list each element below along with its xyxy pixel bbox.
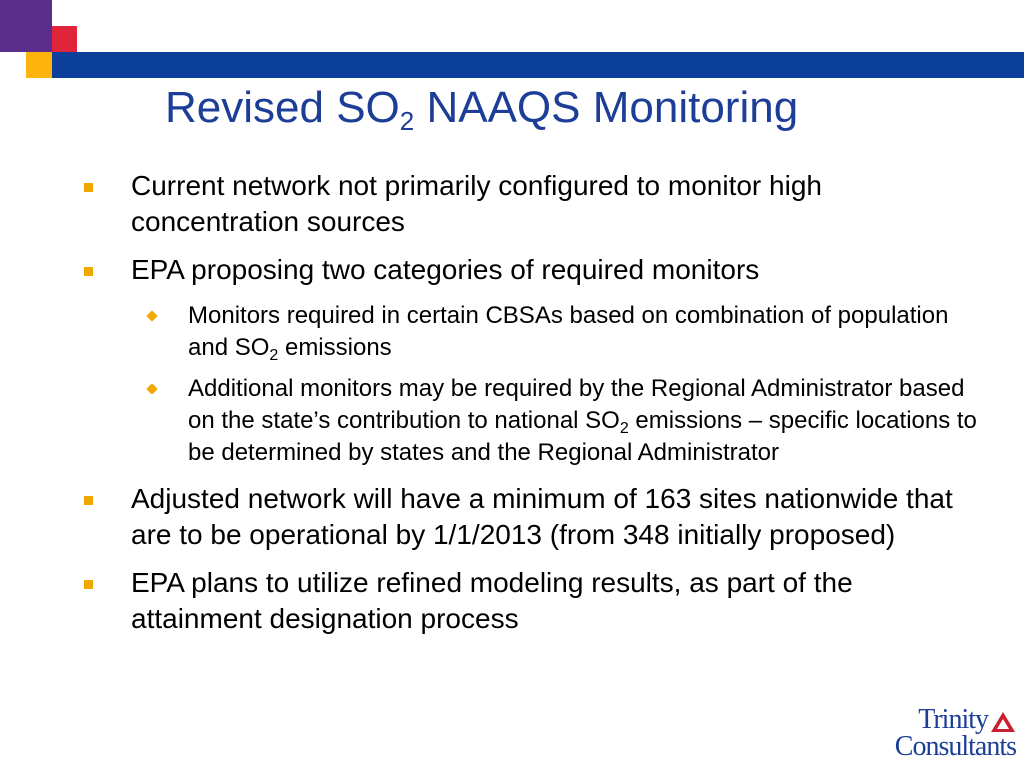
triangle-logo-icon [990,711,1016,733]
bullet-text: EPA plans to utilize refined modeling results, as part of the attainment designation process [131,567,853,634]
bullet-text: Current network not primarily configured to monitor high concentration sources [131,170,822,237]
bullet-list [84,168,984,649]
title-text-end: NAAQS Monitoring [414,83,799,132]
sub-bullet-item [84,300,984,364]
bullet-item [84,168,984,240]
decor-square-purple [0,0,52,52]
decor-square-red [52,26,77,52]
logo-text-line1: Trinity [918,704,988,735]
square-bullet-icon [84,496,93,505]
company-logo [866,705,1018,763]
bullet-text: Adjusted network will have a minimum of 163 sites nationwide that are to be operational by 1/1/2013 (from 348 initially proposed) [131,483,953,550]
diamond-bullet-icon [146,383,157,394]
bullet-item [84,565,984,637]
sub-bullet-subscript: 2 [269,347,279,364]
bullet-item [84,252,984,288]
decor-square-orange [26,52,52,78]
sub-bullet-item [84,373,984,469]
title-text: Revised SO [165,83,400,132]
bullet-text: EPA proposing two categories of required monitors [131,254,760,285]
title-subscript: 2 [399,106,415,136]
sub-bullet-subscript: 2 [619,420,629,437]
sub-bullet-text-end: emissions – specific locations to be determined by states and the Regional Administrator [188,407,977,466]
bullet-item [84,481,984,553]
header-bar [52,52,1024,78]
logo-text-line2: Consultants [894,731,1016,762]
sub-bullet-text: Additional monitors may be required by the Regional Administrator based on the state’s contribution to national SO [188,375,965,434]
square-bullet-icon [84,580,93,589]
slide-title [165,80,798,136]
sub-bullet-text: Monitors required in certain CBSAs based on combination of population and SO [188,302,949,361]
sub-bullet-text-end: emissions [278,334,392,361]
square-bullet-icon [84,267,93,276]
diamond-bullet-icon [146,310,157,321]
square-bullet-icon [84,183,93,192]
